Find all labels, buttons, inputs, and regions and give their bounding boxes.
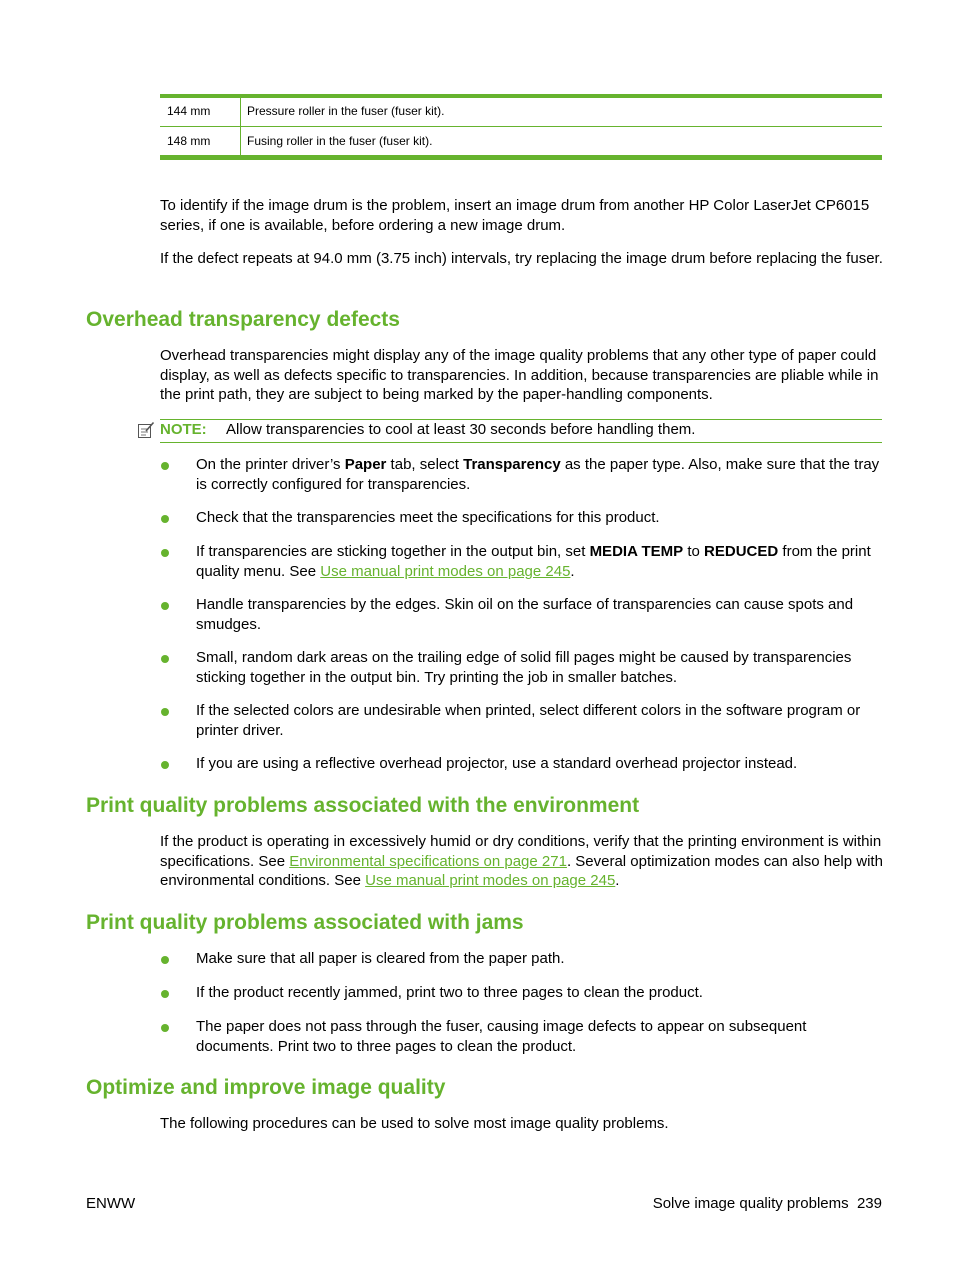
link-environmental-specifications[interactable]: Environmental specifications on page 271 — [289, 852, 567, 870]
table-cell-size: 144 mm — [167, 104, 211, 118]
section-heading-optimize: Optimize and improve image quality — [86, 1076, 446, 1099]
bullet-marker — [161, 549, 169, 557]
intro-paragraph-1: To identify if the image drum is the problem, insert an image drum from another HP Color LaserJet CP6015 series, if one is available, before ordering a new image drum. — [160, 197, 870, 234]
bullet-marker — [161, 1024, 169, 1032]
overhead-bullet-7: If you are using a reflective overhead projector, use a standard overhead projector instead. — [196, 755, 798, 772]
note-text: Allow transparencies to cool at least 30 seconds before handling them. — [226, 421, 696, 438]
jams-bullet-1: Make sure that all paper is cleared from the paper path. — [196, 950, 565, 967]
table-bottom-rule — [160, 155, 882, 160]
bullet-marker — [161, 655, 169, 663]
bullet-marker — [161, 602, 169, 610]
overhead-bullet-5: Small, random dark areas on the trailing edge of solid fill pages might be caused by transparencies sticking together in the output bin. Try printing the job in smaller batches. — [196, 649, 852, 686]
section-heading-overhead: Overhead transparency defects — [86, 308, 400, 331]
overhead-bullet-2: Check that the transparencies meet the specifications for this product. — [196, 509, 660, 526]
table-cell-part: Pressure roller in the fuser (fuser kit). — [247, 104, 445, 118]
bullet-marker — [161, 515, 169, 523]
jams-bullet-2: If the product recently jammed, print two to three pages to clean the product. — [196, 984, 703, 1001]
optimize-body: The following procedures can be used to solve most image quality problems. — [160, 1115, 669, 1132]
bullet-marker — [161, 761, 169, 769]
link-manual-print-modes[interactable]: Use manual print modes on page 245 — [365, 872, 616, 889]
note-label: NOTE: — [160, 421, 207, 438]
bullet-marker — [161, 462, 169, 470]
bullet-marker — [161, 956, 169, 964]
bullet-marker — [161, 708, 169, 716]
overhead-bullet-1: On the printer driver’s Paper tab, select Transparency as the paper type. Also, make sure that the tray is correctly configured for transparencies. — [196, 456, 880, 493]
table-row-divider — [160, 126, 882, 127]
jams-bullet-3: The paper does not pass through the fuser, causing image defects to appear on subsequent documents. Print two to three pages to clean the product. — [196, 1018, 807, 1055]
footer-right — [653, 1194, 882, 1213]
overhead-bullet-4: Handle transparencies by the edges. Skin oil on the surface of transparencies can cause spots and smudges. — [196, 596, 854, 633]
overhead-bullet-6: If the selected colors are undesirable when printed, select different colors in the software program or printer driver. — [196, 702, 861, 739]
table-cell-part: Fusing roller in the fuser (fuser kit). — [247, 134, 433, 148]
link-manual-print-modes[interactable]: Use manual print modes on page 245 — [320, 562, 571, 580]
overhead-bullet-3: If transparencies are sticking together in the output bin, set MEDIA TEMP to REDUCED from the print quality menu. See Use manual print modes on page 245. — [196, 543, 871, 580]
section-heading-environment: Print quality problems associated with the environment — [86, 794, 640, 817]
footer-section-title: Solve image quality problems — [652, 1195, 849, 1212]
table-column-divider — [240, 98, 241, 155]
overhead-body: Overhead transparencies might display any of the image quality problems that any other type of paper could display, as well as defects specific to transparencies. In addition, because transparencies are pliable while in the print path, they are subject to being marked by the paper-handling components. — [160, 347, 879, 403]
environment-body: If the product is operating in excessively humid or dry conditions, verify that the printing environment is within specifications. See Environmental specifications on page 271. Several optimization modes can also help with environmental conditions. See Use manual print modes on page 245. — [160, 833, 883, 889]
note-icon — [137, 421, 155, 439]
page-number: 239 — [856, 1195, 882, 1212]
footer-left: ENWW — [86, 1195, 136, 1212]
table-cell-size: 148 mm — [167, 134, 211, 148]
intro-paragraph-2: If the defect repeats at 94.0 mm (3.75 inch) intervals, try replacing the image drum before replacing the fuser. — [160, 250, 883, 267]
section-heading-jams: Print quality problems associated with jams — [86, 911, 524, 934]
bullet-marker — [161, 990, 169, 998]
table-top-rule — [160, 94, 882, 98]
